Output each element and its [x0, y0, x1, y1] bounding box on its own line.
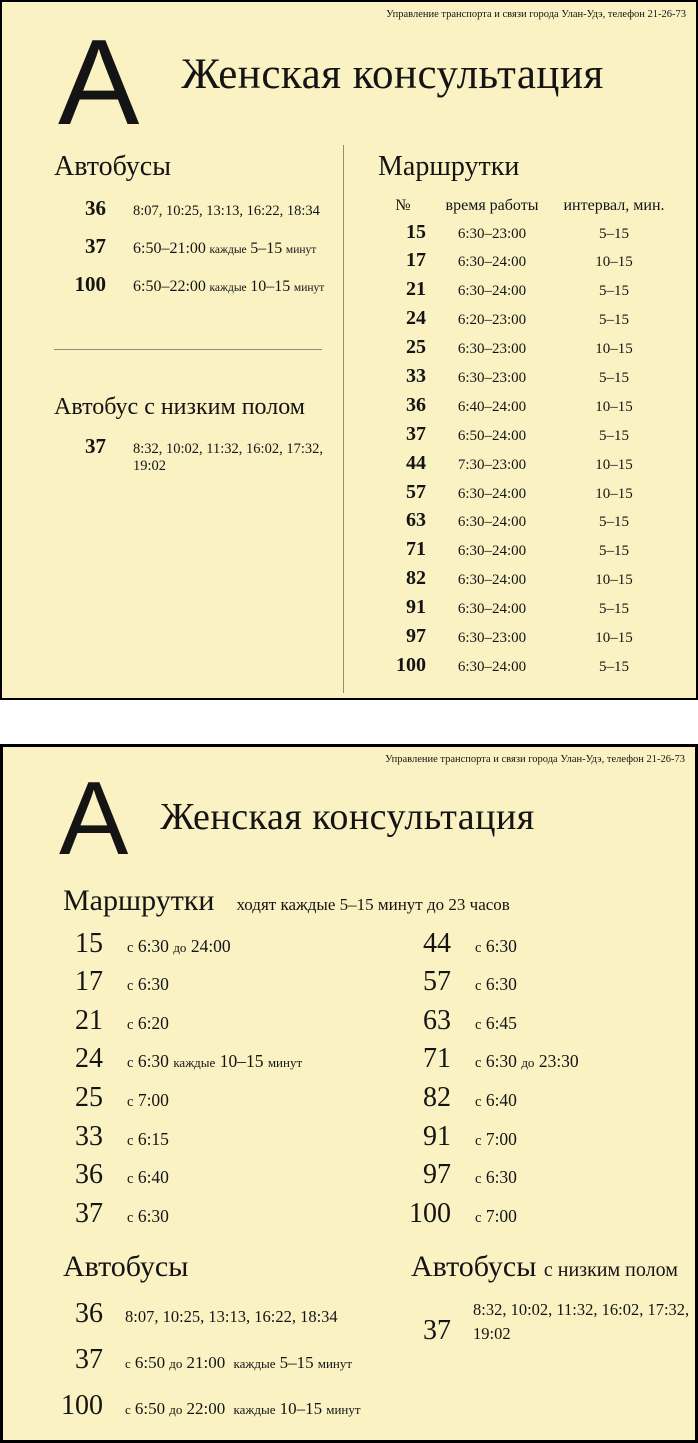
route-number: 100 [61, 1390, 103, 1422]
interval-value: 10–15 [595, 341, 633, 358]
start-time: 6:20 [137, 1012, 169, 1033]
minibus-row [377, 1121, 695, 1160]
start-time: 7:00 [485, 1205, 517, 1226]
start-time: 6:50 [134, 1399, 166, 1419]
from-label: с [127, 1209, 134, 1226]
service-hours: 6:50–21:00 [133, 239, 206, 257]
until-label: до [521, 1055, 535, 1071]
route-number: 25 [406, 336, 426, 359]
service-hours: 6:30–23:00 [457, 370, 527, 386]
poster-bottom [0, 744, 698, 1443]
low-floor-heading-suffix: с низким полом [543, 1259, 678, 1282]
route-number: 24 [406, 307, 426, 330]
route-number: 97 [423, 1159, 451, 1191]
departure-times-text: 8:32, 10:02, 11:32, 16:02, 17:32, 19:02 [473, 1300, 690, 1344]
route-number: 91 [423, 1120, 451, 1152]
route-number: 25 [75, 1081, 103, 1113]
interval-value: 10–15 [279, 1399, 323, 1419]
start-time: 7:00 [485, 1128, 517, 1149]
bus-row [29, 1344, 377, 1376]
col-interval: интервал, мин. [563, 196, 665, 214]
schedule-text [127, 936, 231, 957]
start-time: 6:30 [485, 974, 517, 995]
table-row [378, 509, 696, 538]
minutes-label: минут [267, 1055, 303, 1071]
start-time: 7:00 [137, 1089, 169, 1110]
minibus-row [377, 1043, 695, 1082]
interval-value: 5–15 [599, 370, 629, 386]
table-row [378, 452, 696, 481]
minibus-row [377, 1159, 695, 1198]
schedule-text [127, 1167, 169, 1188]
from-label: с [475, 1055, 482, 1072]
col-hours: время работы [445, 196, 539, 214]
interval-value: 10–15 [250, 277, 291, 295]
service-hours: 6:50–24:00 [457, 427, 527, 444]
end-time: 24:00 [190, 935, 231, 956]
every-label: каждые [233, 1402, 276, 1418]
bus-sections [3, 1250, 695, 1422]
table-row [378, 336, 696, 365]
schedule-text [475, 1051, 579, 1072]
route-number: 24 [75, 1043, 103, 1075]
schedule-text [133, 240, 316, 258]
minibus-row [29, 966, 377, 1005]
from-label: с [475, 1132, 482, 1149]
interval-value: 5–15 [599, 514, 629, 531]
start-time: 6:30 [137, 935, 169, 956]
route-number: 97 [406, 625, 426, 648]
table-row [378, 423, 696, 452]
table-row [378, 596, 696, 625]
service-hours: 6:30–24:00 [457, 658, 527, 675]
start-time: 6:50 [134, 1353, 166, 1373]
service-hours: 6:30–24:00 [457, 601, 527, 618]
interval-value: 5–15 [599, 543, 629, 560]
from-label: с [125, 1356, 131, 1372]
service-hours: 6:30–24:00 [457, 543, 527, 560]
service-hours: 6:30–24:00 [457, 254, 527, 271]
route-number: 36 [75, 1298, 103, 1330]
schedule-text [127, 1090, 169, 1111]
start-time: 6:40 [137, 1167, 169, 1188]
from-label: с [475, 1209, 482, 1226]
interval-value: 5–15 [599, 312, 629, 329]
schedule-text [127, 1051, 302, 1072]
minibus-columns [3, 928, 695, 1237]
route-number: 82 [423, 1081, 451, 1113]
schedule-text [475, 1129, 517, 1150]
start-time: 6:15 [137, 1128, 169, 1149]
minibus-row [377, 1198, 695, 1237]
minibus-left-column [29, 928, 377, 1237]
schedule-text [475, 1206, 517, 1227]
from-label: с [127, 1016, 134, 1033]
every-label: каждые [209, 243, 247, 256]
schedule-text [127, 974, 169, 995]
bus-row [54, 196, 343, 221]
service-hours: 6:30–23:00 [457, 341, 527, 358]
minibuses-column [343, 145, 696, 693]
minibus-row [377, 966, 695, 1005]
from-label: с [127, 1171, 134, 1188]
table-row [378, 394, 696, 423]
interval-value: 10–15 [595, 398, 633, 415]
route-number: 33 [406, 365, 426, 387]
low-floor-row [54, 434, 343, 475]
route-number: 100 [396, 653, 426, 676]
until-label: до [173, 939, 187, 955]
interval-value: 10–15 [595, 630, 633, 647]
table-row [378, 365, 696, 394]
from-label: с [475, 1171, 482, 1188]
route-number: 17 [406, 249, 426, 272]
start-time: 6:30 [137, 974, 169, 995]
minibus-row [29, 928, 377, 967]
route-number: 15 [406, 220, 426, 243]
end-time: 22:00 [186, 1399, 226, 1419]
from-label: с [475, 1093, 482, 1110]
route-number: 91 [406, 596, 426, 619]
start-time: 6:30 [485, 1167, 517, 1188]
service-hours: 6:30–24:00 [457, 485, 527, 502]
table-row [378, 249, 696, 278]
service-hours: 6:50–22:00 [133, 277, 206, 295]
route-number: 44 [406, 451, 426, 474]
table-row [378, 221, 696, 250]
service-hours: 6:30–24:00 [457, 514, 527, 531]
route-number: 33 [75, 1120, 103, 1152]
masthead [3, 760, 695, 877]
bus-row [29, 1390, 377, 1422]
columns [2, 145, 696, 693]
interval-value: 5–15 [599, 283, 629, 300]
table-row [378, 538, 696, 567]
schedule-text [475, 1013, 517, 1034]
minibus-row [29, 1121, 377, 1160]
service-hours: 7:30–23:00 [457, 456, 527, 473]
route-number: 63 [406, 509, 426, 532]
route-number: 21 [75, 1004, 103, 1036]
interval-value: 5–15 [250, 239, 283, 257]
minibus-row [377, 1082, 695, 1121]
minutes-label: минут [285, 243, 317, 256]
route-number: 37 [406, 422, 426, 445]
bus-row [29, 1298, 377, 1330]
schedule-text [125, 1399, 361, 1419]
service-hours: 6:30–23:00 [457, 630, 527, 647]
bus-stop-letter: А [58, 13, 140, 150]
route-number: 37 [75, 1197, 103, 1229]
interval-value: 5–15 [599, 658, 629, 675]
table-header [378, 197, 696, 215]
interval-value: 10–15 [595, 456, 633, 473]
schedule-text [475, 1167, 517, 1188]
interval-value: 10–15 [595, 254, 633, 271]
bus-row [54, 272, 343, 297]
every-label: каждые [173, 1055, 216, 1071]
stop-name-title: Женская консультация [181, 51, 604, 99]
interval-value: 5–15 [599, 427, 629, 444]
from-label: с [475, 1016, 482, 1033]
route-number: 36 [406, 393, 426, 416]
table-row [378, 481, 696, 510]
minutes-label: минут [293, 281, 325, 294]
route-number: 71 [423, 1043, 451, 1075]
minibus-row [29, 1043, 377, 1082]
route-number: 63 [423, 1004, 451, 1036]
minutes-label: минут [326, 1402, 361, 1418]
authority-note: Управление транспорта и связи города Улан-Удэ, телефон 21-26-73 [385, 754, 685, 765]
schedule-text [127, 1129, 169, 1150]
route-number: 71 [406, 538, 426, 561]
service-hours: 6:30–24:00 [457, 572, 527, 589]
buses-column [2, 145, 343, 693]
every-label: каждые [209, 281, 247, 294]
from-label: с [127, 1093, 134, 1110]
start-time: 6:30 [137, 1051, 169, 1072]
interval-value: 5–15 [599, 225, 629, 242]
poster-top [0, 0, 698, 700]
from-label: с [127, 1132, 134, 1149]
stop-name-title: Женская консультация [160, 795, 535, 838]
interval-value: 10–15 [595, 572, 633, 589]
departure-times [473, 1298, 691, 1346]
service-hours: 6:30–24:00 [457, 283, 527, 300]
buses-section [29, 1250, 377, 1422]
start-time: 6:30 [485, 1051, 517, 1072]
schedule-text [125, 1353, 352, 1373]
departure-times: 8:07, 10:25, 13:13, 16:22, 18:34 [125, 1307, 338, 1327]
authority-note: Управление транспорта и связи города Улан-Удэ, телефон 21-26-73 [386, 9, 686, 20]
end-time: 21:00 [186, 1353, 226, 1373]
low-floor-heading: Автобус с низким полом [54, 393, 305, 420]
minibuses-subtitle: ходят каждые 5–15 минут до 23 часов [236, 894, 510, 914]
low-floor-heading-main: Автобусы [411, 1250, 537, 1284]
route-number: 36 [75, 1159, 103, 1191]
schedule-text [127, 1013, 169, 1034]
table-row [378, 654, 696, 683]
start-time: 6:30 [137, 1205, 169, 1226]
minibus-row [29, 1159, 377, 1198]
route-number: 17 [75, 966, 103, 998]
route-number: 57 [406, 480, 426, 503]
low-floor-row [377, 1298, 695, 1347]
bus-stop-letter: А [59, 760, 129, 877]
from-label: с [125, 1402, 131, 1418]
minibus-table [378, 197, 696, 683]
route-number: 37 [85, 433, 106, 458]
start-time: 6:30 [485, 935, 517, 956]
bus-row [54, 234, 343, 259]
minibuses-heading: Маршрутки [63, 883, 215, 917]
minibuses-heading: Маршрутки [378, 150, 520, 182]
interval-value: 5–15 [599, 601, 629, 618]
col-number: № [395, 196, 411, 214]
route-number: 82 [406, 567, 426, 590]
interval-value: 10–15 [219, 1051, 264, 1072]
from-label: с [127, 939, 134, 956]
from-label: с [475, 939, 482, 956]
minibus-row [29, 1005, 377, 1044]
minibus-right-column [377, 928, 695, 1237]
route-number: 15 [75, 927, 103, 959]
low-floor-section [377, 1250, 695, 1422]
start-time: 6:45 [485, 1012, 517, 1033]
until-label: до [169, 1402, 183, 1418]
route-number: 36 [85, 195, 106, 220]
departure-times: 8:32, 10:02, 11:32, 16:02, 17:32, 19:02 [133, 440, 323, 474]
route-number: 37 [85, 233, 106, 258]
table-row [378, 567, 696, 596]
every-label: каждые [233, 1356, 276, 1372]
from-label: с [127, 1055, 134, 1072]
interval-value: 5–15 [279, 1353, 314, 1373]
minutes-label: минут [317, 1356, 353, 1372]
from-label: с [127, 978, 134, 995]
start-time: 6:40 [485, 1089, 517, 1110]
departure-times: 8:07, 10:25, 13:13, 16:22, 18:34 [133, 202, 320, 219]
table-row [378, 278, 696, 307]
minibuses-header [3, 884, 695, 918]
service-hours: 6:40–24:00 [457, 398, 527, 415]
schedule-text [475, 974, 517, 995]
until-label: до [169, 1356, 183, 1372]
service-hours: 6:30–23:00 [457, 225, 527, 242]
route-number: 37 [423, 1315, 451, 1347]
from-label: с [475, 978, 482, 995]
table-row [378, 307, 696, 336]
minibus-row [377, 1005, 695, 1044]
end-time: 23:30 [538, 1051, 579, 1072]
low-floor-heading [377, 1250, 695, 1284]
minibus-row [377, 928, 695, 967]
schedule-text [475, 1090, 517, 1111]
buses-heading: Автобусы [63, 1250, 189, 1284]
route-number: 44 [423, 927, 451, 959]
buses-heading: Автобусы [54, 150, 172, 182]
schedule-text [127, 1206, 169, 1227]
minibus-row [29, 1198, 377, 1237]
route-number: 100 [409, 1197, 451, 1229]
interval-value: 10–15 [595, 485, 633, 502]
table-row [378, 625, 696, 654]
schedule-text [475, 936, 517, 957]
route-number: 57 [423, 966, 451, 998]
schedule-text [133, 278, 324, 296]
service-hours: 6:20–23:00 [457, 312, 527, 329]
route-number: 37 [75, 1344, 103, 1376]
minibus-row [29, 1082, 377, 1121]
route-number: 100 [74, 271, 106, 296]
route-number: 21 [406, 278, 426, 301]
section-divider [54, 349, 322, 350]
